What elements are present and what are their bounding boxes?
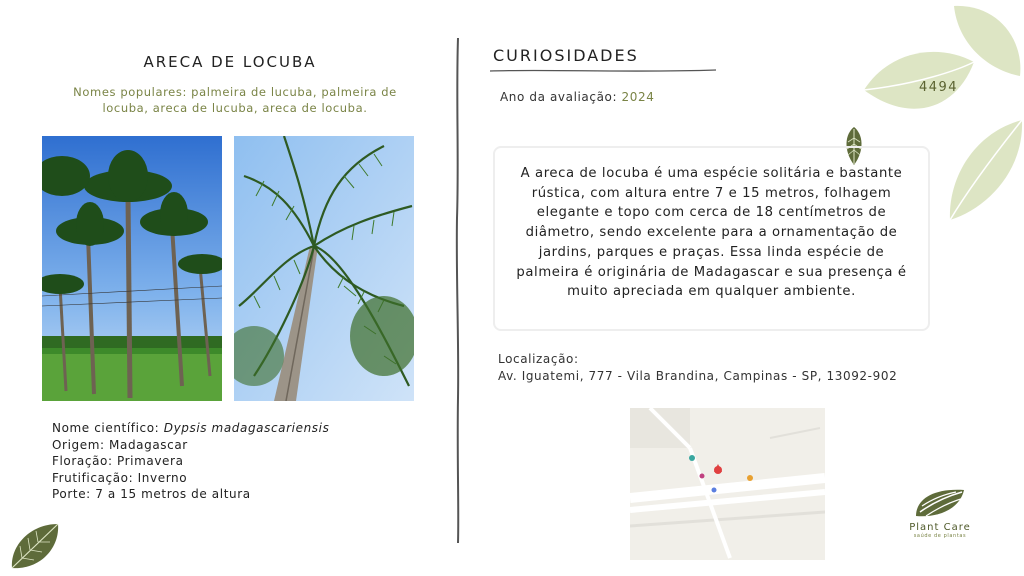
plant-care-logo	[912, 486, 970, 520]
plant-title: ARECA DE LOCUBA	[143, 53, 317, 71]
evaluation-number: 4494	[918, 80, 959, 95]
scientific-name-label: Nome científico:	[52, 421, 164, 435]
scientific-name-value: Dypsis madagascariensis	[163, 421, 330, 435]
year-label: Ano da avaliação:	[500, 90, 622, 104]
flowering-row: Floração: Primavera	[52, 454, 184, 468]
location-address: Av. Iguatemi, 777 - Vila Brandina, Campinas - SP, 13092-902	[498, 369, 898, 383]
vertical-divider	[455, 38, 461, 543]
fruiting-row: Frutificação: Inverno	[52, 470, 188, 485]
brand-name: Plant Care	[909, 522, 971, 533]
brand-tagline: saúde de plantas	[913, 533, 967, 539]
location-label: Localização:	[498, 352, 579, 366]
decorative-leaf-bottom-left	[8, 520, 62, 572]
plant-photo-2	[234, 136, 414, 401]
description-text: A areca de locuba é uma espécie solitária e bastante rústica, com altura entre 7 e 15 metros, folhagem elegante e topo com cerca de 18 centímetros de diâmetro, sendo excelente para a ornamentação de jardins, parques e praças. Essa linda espécie de palmeira é originária de Madagascar e sua presença é muito apreciada em qualquer ambiente.	[516, 166, 907, 300]
title-underline	[490, 68, 716, 74]
evaluation-year	[500, 90, 655, 104]
plant-details	[52, 420, 329, 503]
origin-row: Origem: Madagascar	[52, 437, 188, 452]
year-value: 2024	[621, 90, 655, 104]
scientific-name-row	[52, 420, 329, 437]
location-map	[630, 408, 825, 560]
size-row: Porte: 7 a 15 metros de altura	[52, 487, 251, 501]
popular-names: Nomes populares: palmeira de lucuba, palmeira de locuba, areca de lucuba, areca de locuba.	[73, 85, 397, 115]
curiosities-title: CURIOSIDADES	[493, 46, 639, 65]
plant-photo-1	[42, 136, 222, 401]
description-box	[493, 146, 930, 331]
